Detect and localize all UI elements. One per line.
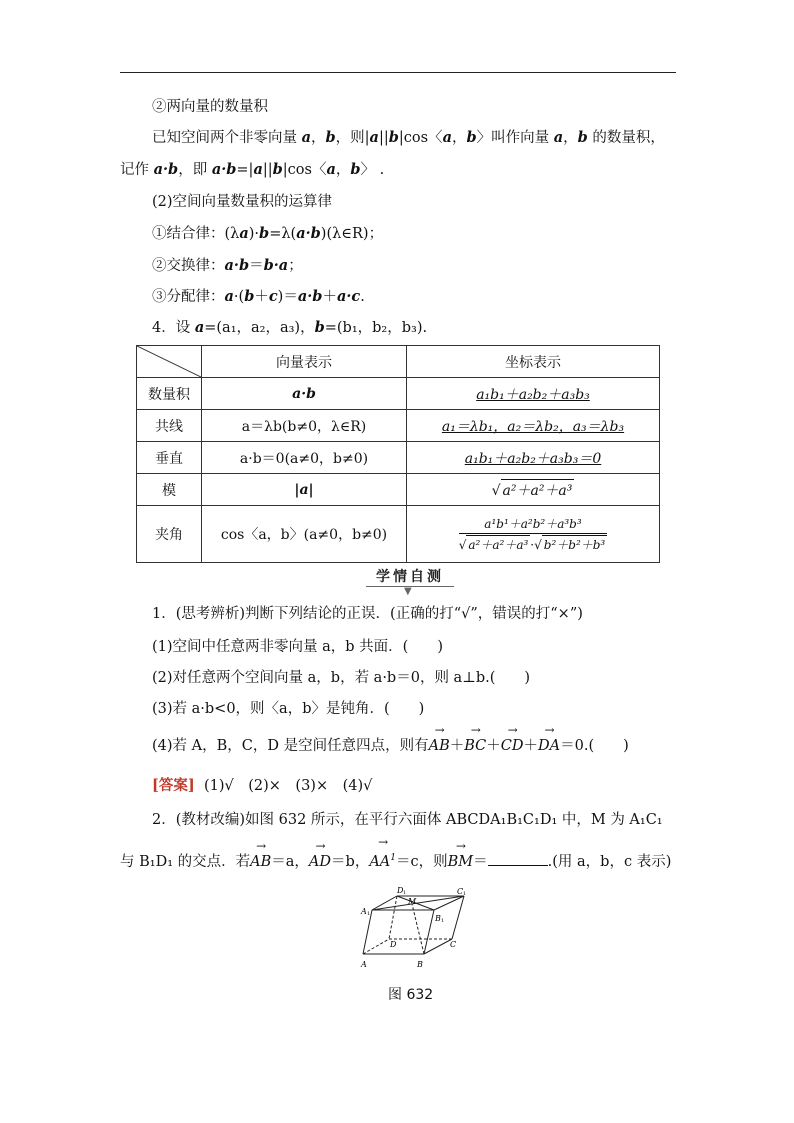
row-label: 共线: [137, 410, 202, 442]
label-M: M: [408, 897, 417, 906]
diagonal-line: [137, 346, 201, 377]
vector-cell: a·b: [202, 378, 407, 410]
coordinate-cell: [407, 506, 660, 563]
associative-law: ①结合律：(λa)·b=λ(a·b)(λ∈R)；: [152, 225, 384, 242]
question-1-item-4: (4)若 A，B，C，D 是空间任意四点，则有→ AB＋→ BC＋→ CD＋→ DA＝0.( ): [152, 736, 629, 756]
label-A1-sub: 1: [367, 911, 371, 917]
parallelepiped-figure: [356, 884, 474, 974]
banner-title: 学情自测: [376, 569, 444, 585]
label-B: B: [417, 960, 423, 969]
row-label: 夹角: [137, 506, 202, 563]
figure-caption: 图 632: [388, 987, 434, 1003]
row-label: 数量积: [137, 378, 202, 410]
definition-line-1: 已知空间两个非零向量 a，b，则|a||b|cos〈a，b〉叫作向量 a，b 的数量积，: [152, 129, 665, 146]
answer-blank: [488, 851, 548, 866]
question-1-item-2: (2)对任意两个空间向量 a，b，若 a·b＝0，则 a⊥b.( ): [152, 670, 531, 686]
label-A: A: [361, 960, 367, 969]
label-D1: D: [397, 886, 404, 895]
angle-fraction: [459, 515, 608, 553]
row-label: 垂直: [137, 442, 202, 474]
question-1-answer: [152, 776, 372, 796]
coordinates-setup: 4．设 a=(a₁，a₂，a₃)，b=(b₁，b₂，b₃).: [152, 319, 428, 336]
self-test-banner: [366, 566, 454, 597]
label-B1-sub: 1: [441, 918, 445, 924]
chevron-down-icon: ▼: [404, 586, 415, 597]
table-row: [137, 474, 660, 506]
diagonal-corner-cell: [137, 346, 202, 378]
section-heading-dot-product: ②两向量的数量积: [152, 99, 268, 115]
table-header-row: [137, 346, 660, 378]
label-C1: C: [457, 887, 464, 896]
question-2-line-1: 2．(教材改编)如图 632 所示，在平行六面体 ABCDA₁B₁C₁D₁ 中，M 为 A₁C₁: [152, 812, 663, 828]
row-label: 模: [137, 474, 202, 506]
top-rule: [120, 72, 676, 73]
commutative-law: ②交换律：a·b＝b·a；: [152, 257, 303, 274]
fraction-numerator: a¹b¹＋a²b²＋a³b³: [459, 515, 608, 534]
header-vector-form: 向量表示: [202, 346, 407, 378]
distributive-law: ③分配律：a·(b＋c)＝a·b＋a·c.: [152, 288, 365, 305]
question-1-item-1: (1)空间中任意两非零向量 a，b 共面．( ): [152, 639, 443, 655]
label-D1-sub: 1: [403, 890, 407, 896]
coordinate-cell: a₁＝λb₁，a₂＝λb₂，a₃＝λb₃: [407, 410, 660, 442]
answer-text: (1)√ (2)× (3)× (4)√: [203, 778, 373, 794]
table-row: [137, 506, 660, 563]
table-row: [137, 410, 660, 442]
vector-cell: |a|: [202, 474, 407, 506]
vector-cell: cos〈a，b〉(a≠0，b≠0): [202, 506, 407, 563]
comparison-table: [136, 345, 660, 563]
definition-line-2: 记作 a·b，即 a·b=|a||b|cos〈a，b〉 .: [120, 161, 385, 178]
table-row: [137, 378, 660, 410]
question-1-intro: 1．(思考辨析)判断下列结论的正误．(正确的打“√”，错误的打“×”): [152, 606, 583, 622]
label-C1-sub: 1: [463, 891, 467, 897]
coordinate-cell: √ a²＋a²＋a³: [407, 474, 660, 506]
question-1-item-3: (3)若 a·b<0，则〈a，b〉是钝角．( ): [152, 701, 425, 717]
header-coordinate-form: 坐标表示: [407, 346, 660, 378]
label-D: D: [390, 940, 397, 949]
fraction-denominator: √ a²＋a²＋a³ ·√ b²＋b²＋b³: [459, 534, 608, 553]
answer-label: [答案]: [152, 777, 195, 794]
coordinate-cell: a₁b₁＋a₂b₂＋a₃b₃＝0: [407, 442, 660, 474]
table-row: [137, 442, 660, 474]
label-B1: B: [435, 914, 441, 923]
label-A1: A: [361, 907, 367, 916]
coordinate-cell: a₁b₁＋a₂b₂＋a₃b₃: [407, 378, 660, 410]
question-2-line-2: 与 B₁D₁ 的交点．若→ AB＝a，→ AD＝b，→ $AA^1=c$，则→ BM＝ .(用 a，b，c 表示): [120, 848, 671, 872]
vector-cell: a·b＝0(a≠0，b≠0): [202, 442, 407, 474]
modulus-radicand: a²＋a²＋a³: [501, 479, 575, 500]
vector-cell: a＝λb(b≠0，λ∈R): [202, 410, 407, 442]
label-C: C: [450, 940, 457, 949]
operation-laws-heading: (2)空间向量数量积的运算律: [152, 194, 333, 210]
